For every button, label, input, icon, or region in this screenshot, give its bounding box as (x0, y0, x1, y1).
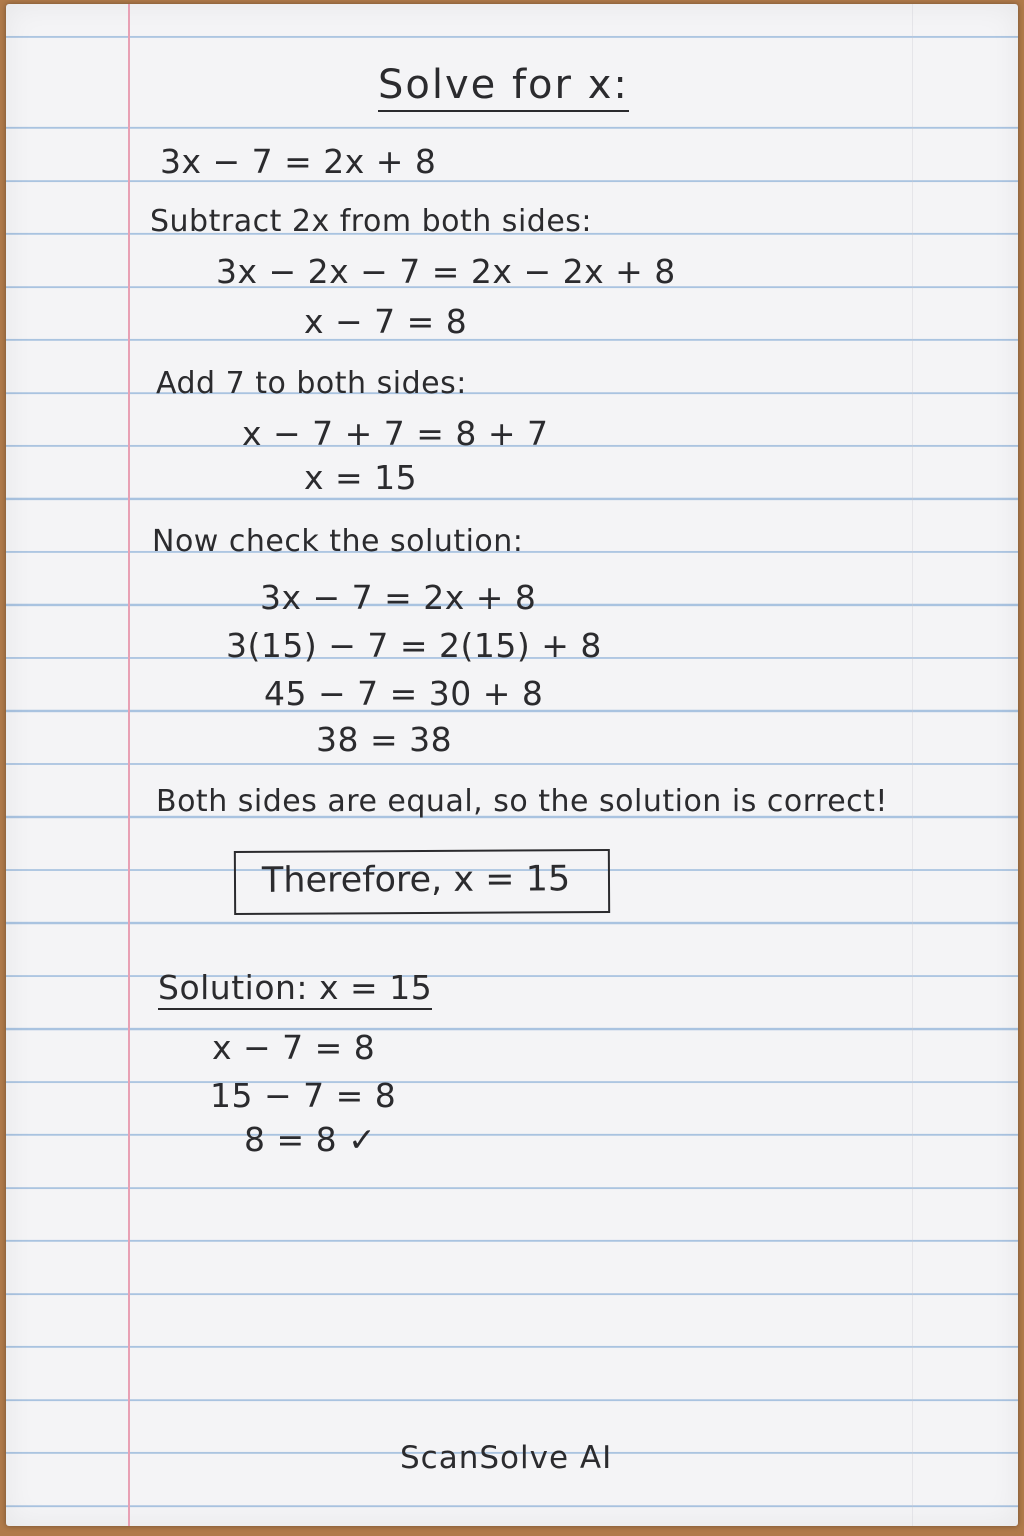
check-line4: 38 = 38 (316, 720, 453, 759)
margin-line (128, 4, 130, 1526)
step1-label: Subtract 2x from both sides: (150, 204, 593, 239)
step1-line1: 3x − 2x − 7 = 2x − 2x + 8 (216, 252, 676, 291)
solution-line2: 15 − 7 = 8 (210, 1076, 397, 1115)
step2-line2: x = 15 (304, 458, 418, 497)
solution-heading: Solution: x = 15 (158, 968, 432, 1010)
page-title: Solve for x: (378, 62, 629, 112)
conclusion-text: Both sides are equal, so the solution is correct! (156, 784, 888, 819)
original-equation: 3x − 7 = 2x + 8 (160, 142, 437, 181)
check-line3: 45 − 7 = 30 + 8 (264, 674, 544, 713)
boxed-answer: Therefore, x = 15 (261, 859, 571, 901)
notebook-page (6, 4, 1018, 1526)
check-label: Now check the solution: (152, 524, 524, 559)
step2-label: Add 7 to both sides: (156, 366, 467, 401)
footer-brand: ScanSolve AI (400, 1440, 613, 1476)
right-margin-line (912, 4, 913, 1526)
check-line1: 3x − 7 = 2x + 8 (260, 578, 537, 617)
step1-line2: x − 7 = 8 (304, 302, 468, 341)
solution-line3: 8 = 8 ✓ (244, 1120, 377, 1159)
step2-line1: x − 7 + 7 = 8 + 7 (242, 414, 549, 453)
solution-line1: x − 7 = 8 (212, 1028, 376, 1067)
check-line2: 3(15) − 7 = 2(15) + 8 (226, 626, 602, 665)
answer-box (234, 849, 610, 915)
